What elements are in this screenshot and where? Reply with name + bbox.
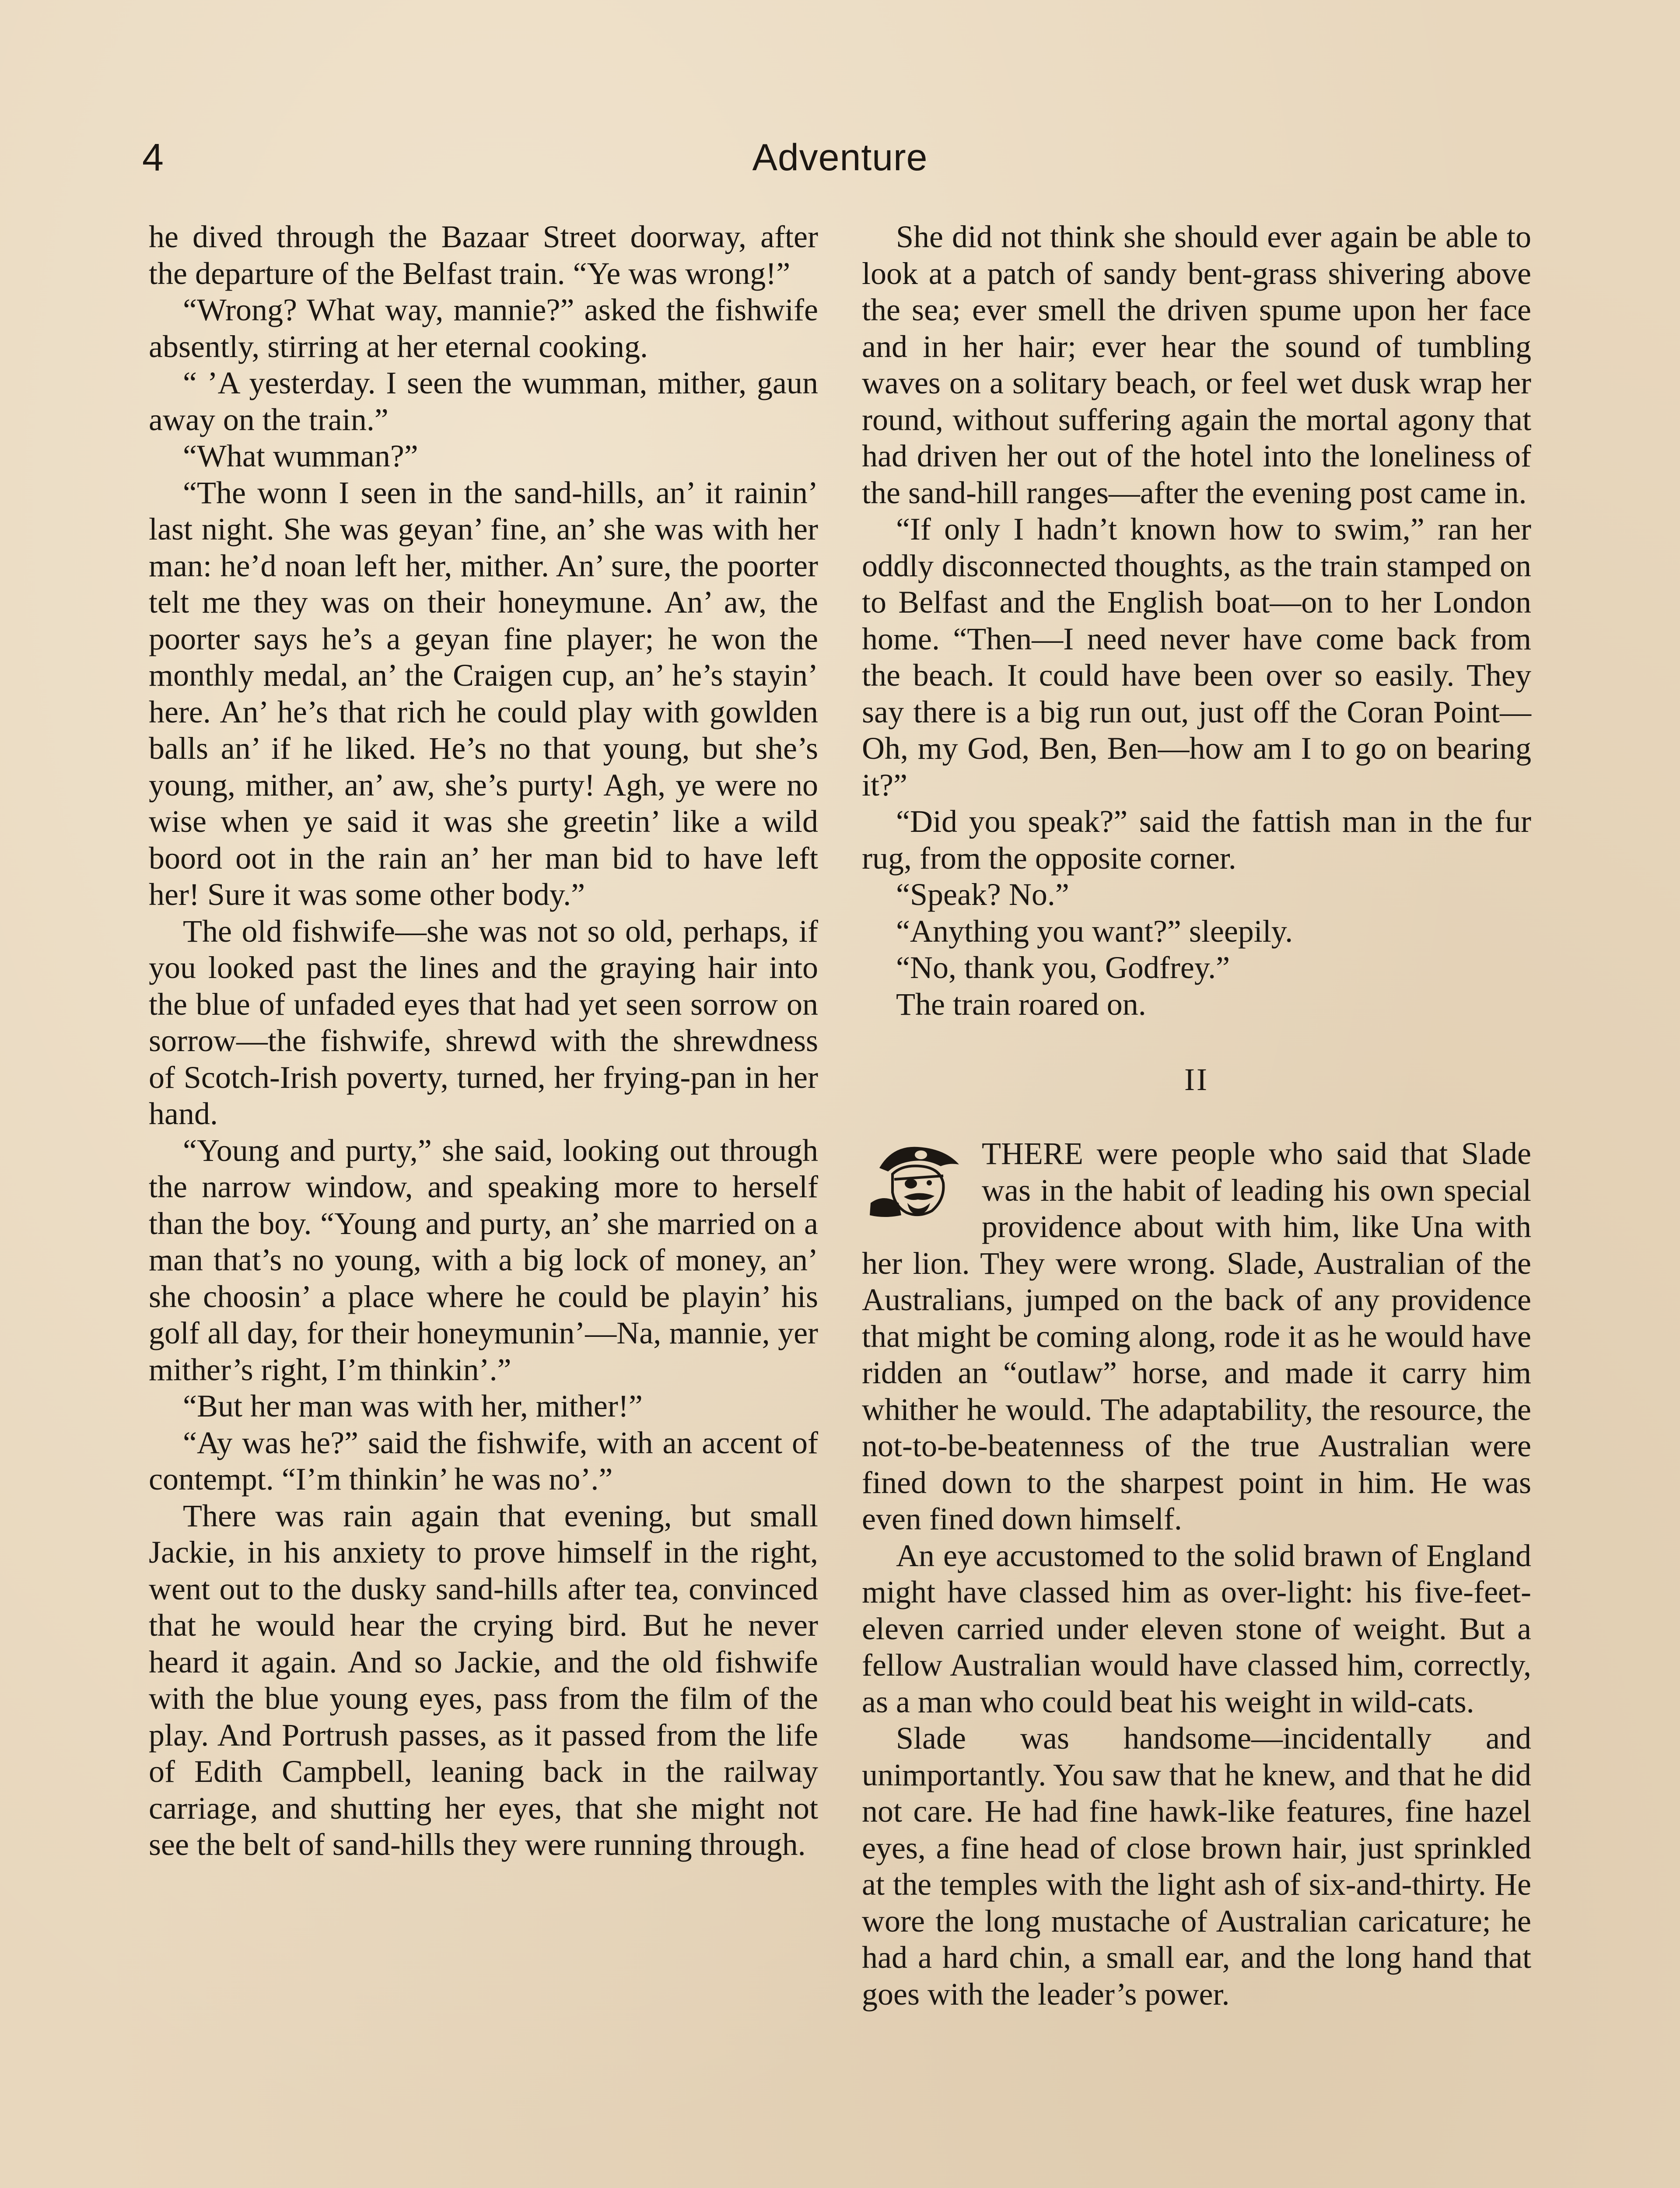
paragraph: The train roared on. (896, 986, 1146, 1022)
paragraph: There was rain again that evening, but small Jackie, in his anxiety to prove himself in the right, went out to the dusky sand-hills after tea, convinced that he would hear the crying bird. But he never heard it again. And so Jackie, and the old fishwife with the blue young eyes, pass from the film of the play. And Portrush passes, as it passed from the life of Edith Campbell, leaning back in the railway carriage, and shutting her eyes, that she might not see the belt of sand-hills they were running through. (149, 1498, 818, 1862)
paragraph: “Wrong? What way, mannie?” asked the fishwife absently, stirring at her eternal cooking. (149, 292, 818, 364)
paragraph: “Anything you want?” sleepily. (896, 913, 1293, 949)
paragraph: “Did you speak?” said the fattish man in the fur rug, from the opposite corner. (862, 804, 1531, 876)
opening-paragraph (862, 1136, 1531, 1538)
paragraph: “Ay was he?” said the fishwife, with an accent of contempt. “I’m thinkin’ he was no’.” (149, 1425, 818, 1497)
paragraph: “But her man was with her, mither!” (183, 1389, 643, 1424)
paragraph: he dived through the Bazaar Street doorway, after the departure of the Belfast train. “Ye was wrong!” (149, 219, 818, 291)
paragraph: “Speak? No.” (896, 877, 1069, 912)
paragraph: An eye accustomed to the solid brawn of England might have classed him as over-light: his five-feet-eleven carried under eleven stone of weight. But a fellow Australian would have classed him, correctly, as a man who could beat his weight in wild-cats. (862, 1538, 1531, 1719)
paragraph: “The wonn I seen in the sand-hills, an’ it rainin’ last night. She was geyan’ fine, an’ she was with her man: he’d noan left her, mither. An’ sure, the poorter telt me they was on their honeymune. An’ aw, the poorter says he’s a geyan fine player; he won the monthly medal, an’ the Craigen cup, an’ he’s stayin’ here. An’ he’s that rich he could play with gowlden balls an’ if he liked. He’s no that young, but she’s young, mither, an’ aw, she’s purty! Agh, ye were no wise when ye said it was she greetin’ like a wild boord oot in the rain an’ her man bid to have left her! Sure it was some other body.” (149, 475, 818, 912)
paragraph-text: THERE were people who said that Slade was in the habit of leading his own special providence about with him, like Una with her lion. They were wrong. Slade, Australian of the Australians, jumped on the back of any providence that might be coming along, rode it as he would have ridden an “outlaw” horse, and made it carry him whither he would. The adaptability, the resource, the not-to-be-beatenness of the true Australian were fined down to the sharpest point in him. He was even fined down himself. (862, 1136, 1531, 1536)
running-head: Adventure (752, 137, 928, 179)
right-column (862, 219, 1531, 2013)
section-number: II (1184, 1062, 1209, 1097)
paragraph: She did not think she should ever again be able to look at a patch of sandy bent-grass shivering above the sea; ever smell the driven spume upon her face and in her hair; ever hear the sound of tumbling waves on a solitary beach, or feel wet dusk wrap her round, without suffering again the mortal agony that had driven her out of the hotel into the loneliness of the sand-hill ranges—after the evening post came in. (862, 219, 1531, 510)
paragraph: Slade was handsome—incidentally and unimportantly. You saw that he knew, and that he did not care. He had fine hawk-like features, fine hazel eyes, a fine head of close brown hair, just sprinkled at the temples with the light ash of six-and-thirty. He wore the long mustache of Australian caricature; he had a hard chin, a small ear, and the long hand that goes with the leader’s power. (862, 1721, 1531, 2012)
paragraph: “ ’A yesterday. I seen the wumman, mither, gaun away on the train.” (149, 365, 818, 437)
paragraph: “What wumman?” (183, 438, 418, 473)
page-header (0, 125, 1680, 190)
paragraph: “No, thank you, Godfrey.” (896, 950, 1230, 985)
pirate-head-icon (862, 1137, 971, 1220)
paragraph: “If only I hadn’t known how to swim,” ran her oddly disconnected thoughts, as the train stamped on to Belfast and the English boat—on to her London home. “Then—I need never have come back from the beach. It could have been over so easily. They say there is a big run out, just off the Coran Point— Oh, my God, Ben, Ben—how am I to go on bearing it?” (862, 512, 1531, 803)
left-column (149, 219, 818, 1863)
page-number: 4 (142, 136, 164, 179)
paragraph: The old fishwife—she was not so old, perhaps, if you looked past the lines and the graying hair into the blue of unfaded eyes that had yet seen sorrow on sorrow—the fishwife, shrewd with the shrewdness of Scotch-Irish poverty, turned, her frying-pan in her hand. (149, 913, 818, 1131)
paragraph: “Young and purty,” she said, looking out through the narrow window, and speaking more to herself than the boy. “Young and purty, an’ she married on a man that’s no young, with a big lock of money, an’ she choosin’ a place where he could be playin’ his golf all day, for their honeymunin’—Na, mannie, yer mither’s right, I’m thinkin’.” (149, 1133, 818, 1387)
